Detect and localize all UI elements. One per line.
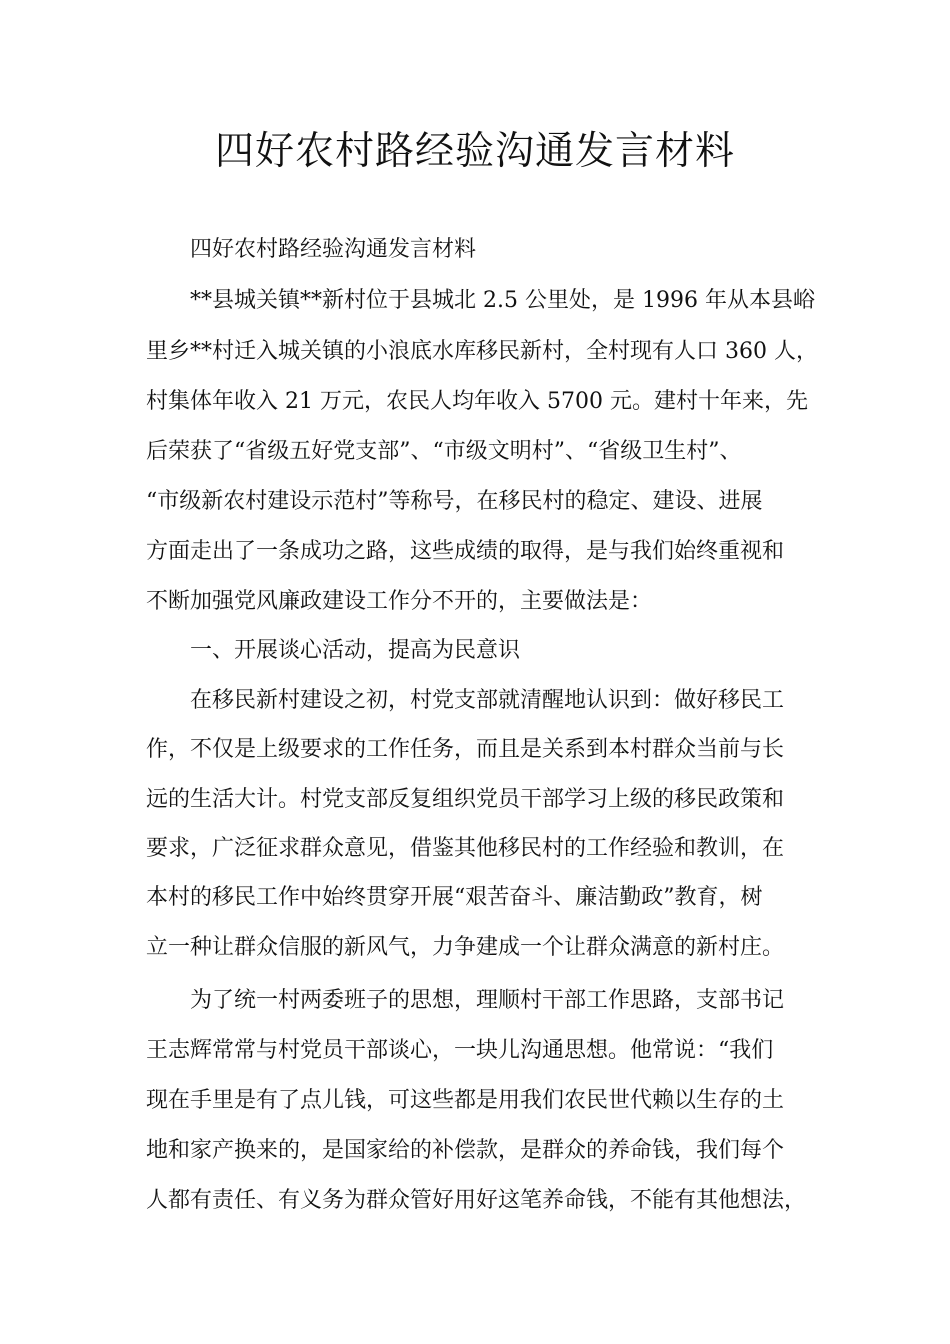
paragraph-line: 后荣获了“省级五好党支部”、“市级文明村”、“省级卫生村”、 xyxy=(146,439,742,464)
paragraph-line: 在移民新村建设之初，村党支部就清醒地认识到：做好移民工 xyxy=(190,688,785,713)
paragraph-line: 村集体年收入 21 万元，农民人均年收入 5700 元。建村十年来，先 xyxy=(146,389,808,414)
paragraph-line: 本村的移民工作中始终贯穿开展“艰苦奋斗、廉洁勤政”教育，树 xyxy=(146,885,763,910)
section-heading: 一、开展谈心活动，提高为民意识 xyxy=(190,638,521,663)
paragraph-line: 立一种让群众信服的新风气，力争建成一个让群众满意的新村庄。 xyxy=(146,935,785,960)
document-title: 四好农村路经验沟通发言材料 xyxy=(214,129,735,174)
paragraph-line: **县城关镇**新村位于县城北 2.5 公里处，是 1996 年从本县峪 xyxy=(190,288,815,313)
paragraph-line: 王志辉常常与村党员干部谈心，一块儿沟通思想。他常说：“我们 xyxy=(146,1038,774,1063)
paragraph-line: “市级新农村建设示范村”等称号，在移民村的稳定、建设、进展 xyxy=(146,489,763,514)
paragraph-line: 里乡**村迁入城关镇的小浪底水库移民新村，全村现有人口 360 人， xyxy=(146,339,818,364)
paragraph-line: 作，不仅是上级要求的工作任务，而且是关系到本村群众当前与长 xyxy=(146,737,785,762)
paragraph-line: 远的生活大计。村党支部反复组织党员干部学习上级的移民政策和 xyxy=(146,787,785,812)
paragraph-line: 方面走出了一条成功之路，这些成绩的取得，是与我们始终重视和 xyxy=(146,539,785,564)
paragraph-line-subtitle: 四好农村路经验沟通发言材料 xyxy=(190,237,477,262)
paragraph-line: 不断加强党风廉政建设工作分不开的，主要做法是： xyxy=(146,589,653,614)
paragraph-line: 现在手里是有了点儿钱，可这些都是用我们农民世代赖以生存的土 xyxy=(146,1088,785,1113)
paragraph-line: 要求，广泛征求群众意见，借鉴其他移民村的工作经验和教训，在 xyxy=(146,836,785,861)
paragraph-line: 人都有责任、有义务为群众管好用好这笔养命钱，不能有其他想法， xyxy=(146,1188,807,1213)
paragraph-line: 地和家产换来的，是国家给的补偿款，是群众的养命钱，我们每个 xyxy=(146,1138,785,1163)
paragraph-line: 为了统一村两委班子的思想，理顺村干部工作思路，支部书记 xyxy=(190,988,785,1013)
